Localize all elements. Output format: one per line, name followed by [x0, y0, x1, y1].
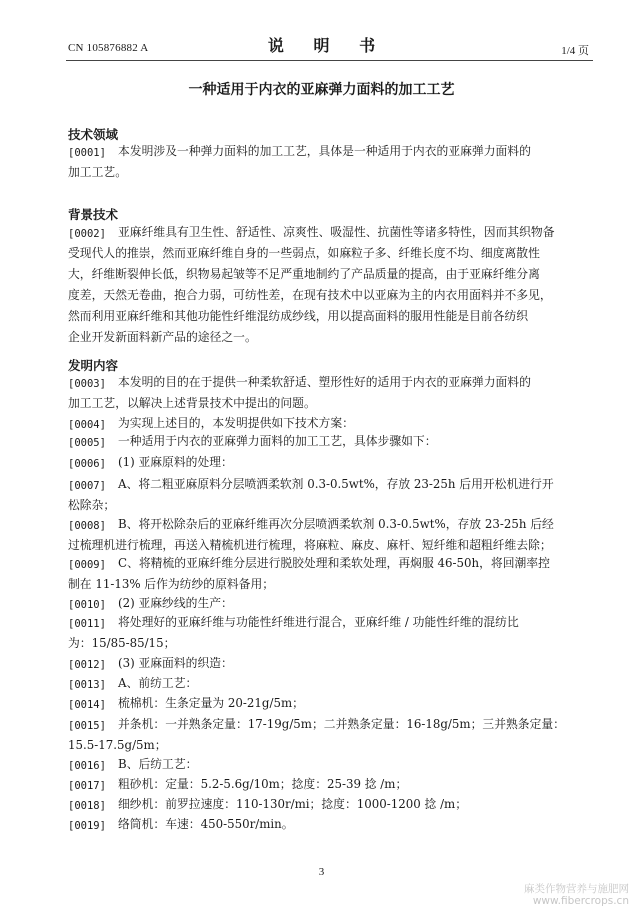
section-heading-tech-field: 技术领域: [68, 127, 119, 142]
para-num: [0014]: [68, 699, 106, 711]
para-line: 梳棉机：生条定量为 20-21g/5m；: [118, 696, 304, 710]
watermark: [524, 883, 629, 907]
para-num: [0018]: [68, 800, 106, 812]
para-num: [0006]: [68, 458, 106, 470]
header-divider: [66, 60, 593, 61]
para-num: [0015]: [68, 720, 106, 732]
para-line: (1) 亚麻原料的处理：: [118, 455, 233, 469]
para-line: (2) 亚麻纱线的生产：: [118, 596, 233, 610]
para-num: [0008]: [68, 520, 106, 532]
document-type: 说 明 书: [267, 36, 388, 55]
para-line: 15.5-17.5g/5m；: [68, 738, 167, 752]
para-line: 粗砂机：定量：5.2-5.6g/10m；捻度：25-39 捻 /m；: [118, 777, 408, 791]
para-line: 为：15/85-85/15；: [68, 636, 176, 650]
watermark-url: www.fibercrops.cn: [532, 895, 629, 907]
para-line: 过梳理机进行梳理，再送入精梳机进行梳理，将麻粒、麻皮、麻杆、短纤维和超粗纤维去除；: [68, 538, 552, 552]
para-line: 大，纤维断裂伸长低，织物易起皱等不足严重地制约了产品质量的提高，由于亚麻纤维分离: [68, 267, 540, 281]
para-line: A、将二粗亚麻原料分层喷洒柔软剂 0.3-0.5wt%，存放 23-25h 后用开松机进行开: [118, 477, 554, 491]
para-line: C、将精梳的亚麻纤维分层进行脱胶处理和柔软处理，再焖服 46-50h，将回潮率控: [118, 556, 550, 570]
para-num: [0010]: [68, 599, 106, 611]
para-line: 并条机：一并熟条定量：17-19g/5m；二并熟条定量：16-18g/5m；三并熟条定量：: [118, 717, 565, 731]
para-line: 加工工艺。: [68, 165, 127, 179]
para-line: 本发明的目的在于提供一种柔软舒适、塑形性好的适用于内衣的亚麻弹力面料的: [118, 375, 531, 389]
section-heading-background: 背景技术: [68, 207, 119, 222]
para-num: [0001]: [68, 147, 106, 159]
para-line: B、后纺工艺：: [118, 757, 198, 771]
watermark-line: 麻类作物营养与施肥网: [524, 883, 629, 895]
para-num: [0007]: [68, 480, 106, 492]
para-line: 然而利用亚麻纤维和其他功能性纤维混纺成纱线，用以提高面料的服用性能是目前各纺织: [68, 309, 529, 323]
para-num: [0004]: [68, 419, 106, 431]
para-line: 本发明涉及一种弹力面料的加工工艺，具体是一种适用于内衣的亚麻弹力面料的: [118, 144, 531, 158]
para-num: [0017]: [68, 780, 106, 792]
para-num: [0009]: [68, 559, 106, 571]
para-num: [0019]: [68, 820, 106, 832]
para-num: [0012]: [68, 659, 106, 671]
para-num: [0016]: [68, 760, 106, 772]
para-num: [0003]: [68, 378, 106, 390]
document-title: 一种适用于内衣的亚麻弹力面料的加工工艺: [188, 82, 455, 98]
para-line: 加工工艺，以解决上述背景技术中提出的问题。: [68, 396, 316, 410]
para-line: 亚麻纤维具有卫生性、舒适性、凉爽性、吸湿性、抗菌性等诸多特性，因而其织物备: [118, 225, 555, 239]
para-line: 一种适用于内衣的亚麻弹力面料的加工工艺，具体步骤如下：: [118, 434, 437, 448]
para-num: [0002]: [68, 228, 106, 240]
para-num: [0011]: [68, 618, 106, 630]
para-line: 细纱机：前罗拉速度：110-130r/mi；捻度：1000-1200 捻 /m；: [118, 797, 468, 811]
para-line: 制在 11-13% 后作为纺纱的原料备用；: [68, 577, 275, 591]
patent-number: CN 105876882 A: [68, 42, 149, 54]
para-line: 受现代人的推崇，然而亚麻纤维自身的一些弱点，如麻粒子多、纤维长度不均、细度离散性: [68, 246, 540, 260]
para-line: 络筒机：车速：450-550r/min。: [118, 817, 294, 831]
para-line: 松除杂；: [68, 498, 116, 512]
para-num: [0005]: [68, 437, 106, 449]
page-number: 3: [318, 866, 325, 878]
para-line: 企业开发新面料新产品的途径之一。: [68, 330, 257, 344]
para-num: [0013]: [68, 679, 106, 691]
para-line: (3) 亚麻面料的织造：: [118, 656, 233, 670]
section-heading-invention: 发明内容: [68, 358, 119, 373]
page-indicator: 1/4 页: [561, 45, 589, 57]
para-line: 为实现上述目的，本发明提供如下技术方案：: [118, 416, 354, 430]
para-line: 度差，天然无卷曲，抱合力弱，可纺性差，在现有技术中以亚麻为主的内衣用面料并不多见，: [68, 288, 552, 302]
para-line: 将处理好的亚麻纤维与功能性纤维进行混合，亚麻纤维 / 功能性纤维的混纺比: [118, 615, 519, 629]
para-line: A、前纺工艺：: [118, 676, 198, 690]
para-line: B、将开松除杂后的亚麻纤维再次分层喷洒柔软剂 0.3-0.5wt%，存放 23-25h 后经: [118, 517, 554, 531]
